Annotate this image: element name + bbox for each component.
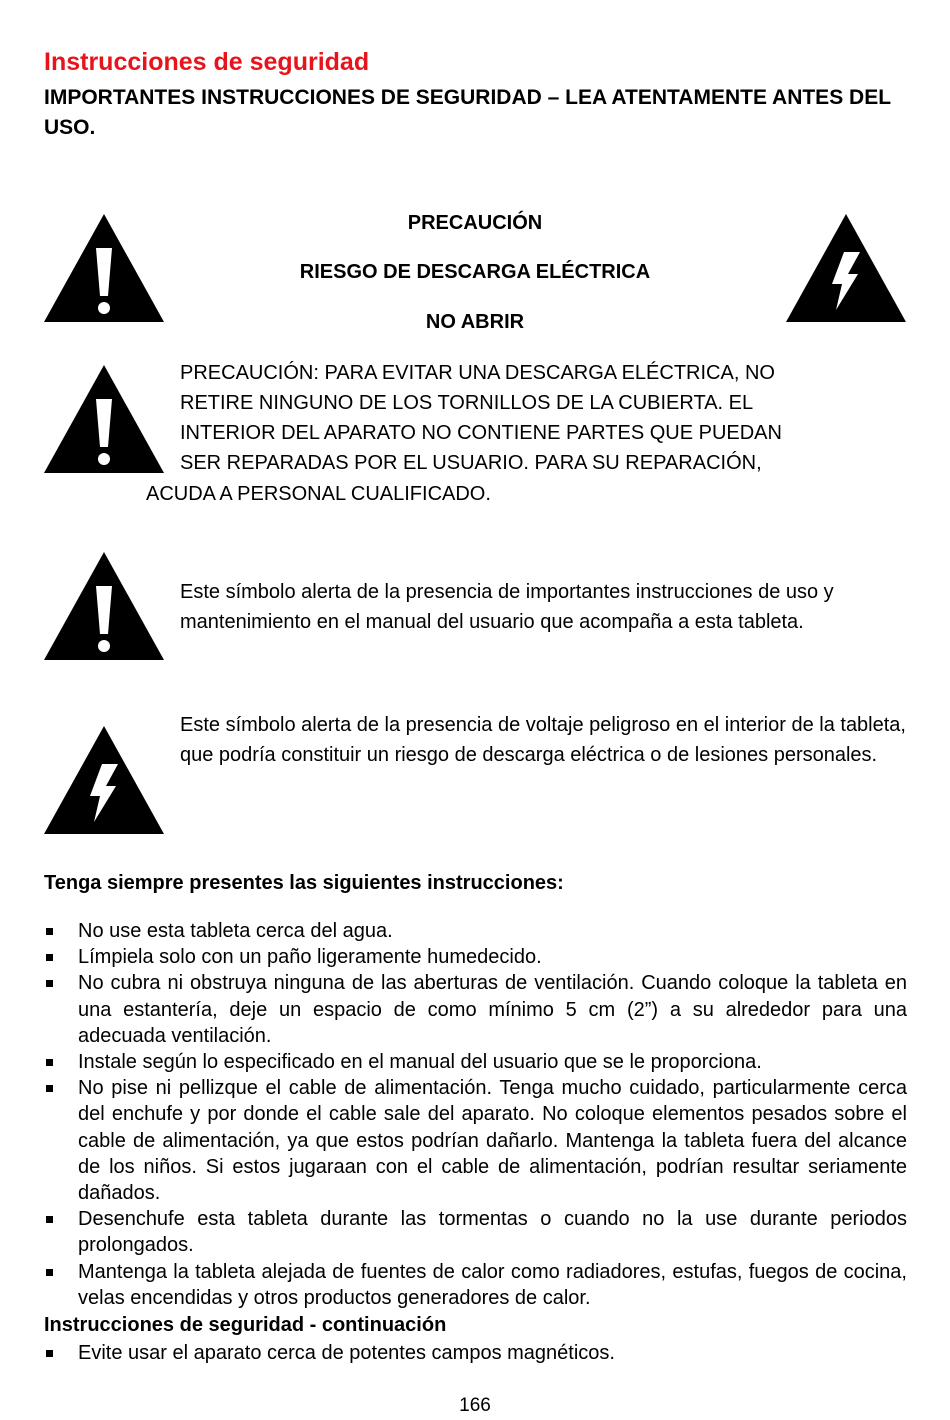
list-item: Desenchufe esta tableta durante las tormentas o cuando no la use durante periodos prolongados. [44, 1206, 907, 1258]
list-item: No cubra ni obstruya ninguna de las aberturas de ventilación. Cuando coloque la tableta en una estantería, deje un espacio de como mínimo 5 cm (2”) a su alrededor para una adecuada ventilación. [44, 970, 907, 1049]
list-item: No use esta tableta cerca del agua. [44, 918, 907, 944]
square-bullet-icon [46, 1085, 53, 1092]
do-not-open-heading: NO ABRIR [425, 311, 525, 333]
warning-line: RETIRE NINGUNO DE LOS TORNILLOS DE LA CUBIERTA. EL [180, 392, 754, 414]
square-bullet-icon [46, 954, 53, 961]
list-item: Mantenga la tableta alejada de fuentes de calor como radiadores, estufas, fuegos de cocina, velas encendidas y otros productos generadores de calor. [44, 1259, 907, 1311]
list-item: No pise ni pellizque el cable de alimentación. Tenga mucho cuidado, particularmente cerca del enchufe y por donde el cable sale del aparato. No coloque elementos pesados sobre el cable de alimentación, ya que estos podrían dañarlo. Mantenga la tableta fuera del alcance de los niños. Si estos jugaraan con el cable de alimentación, podrían resultar seriamente dañados. [44, 1075, 907, 1206]
caution-heading: PRECAUCIÓN [407, 212, 543, 234]
warning-line: ACUDA A PERSONAL CUALIFICADO. [146, 483, 491, 505]
continuation-list [44, 1340, 907, 1366]
lightning-triangle-icon [44, 726, 164, 834]
instructions-heading: Tenga siempre presentes las siguientes instrucciones: [44, 872, 564, 894]
square-bullet-icon [46, 928, 53, 935]
square-bullet-icon [46, 1350, 53, 1357]
exclamation-symbol-description: Este símbolo alerta de la presencia de importantes instrucciones de uso y mantenimiento en el manual del usuario que acompaña a esta tableta. [180, 581, 834, 633]
square-bullet-icon [46, 1269, 53, 1276]
warning-line: INTERIOR DEL APARATO NO CONTIENE PARTES QUE PUEDAN [180, 422, 782, 444]
shock-risk-heading: RIESGO DE DESCARGA ELÉCTRICA [299, 261, 651, 283]
square-bullet-icon [46, 1216, 53, 1223]
list-item: Instale según lo especificado en el manual del usuario que se le proporciona. [44, 1049, 907, 1075]
page-number: 166 [459, 1395, 491, 1416]
square-bullet-icon [46, 980, 53, 987]
page-subtitle: IMPORTANTES INSTRUCCIONES DE SEGURIDAD – LEA ATENTAMENTE ANTES DEL USO. [44, 86, 891, 139]
page-title: Instrucciones de seguridad [44, 48, 370, 76]
list-item: Límpiela solo con un paño ligeramente humedecido. [44, 944, 907, 970]
exclamation-triangle-icon [44, 365, 164, 473]
square-bullet-icon [46, 1059, 53, 1066]
instructions-list [44, 918, 907, 1311]
list-item: Evite usar el aparato cerca de potentes campos magnéticos. [44, 1340, 907, 1366]
continuation-heading: Instrucciones de seguridad - continuación [44, 1314, 447, 1336]
exclamation-triangle-icon [44, 552, 164, 660]
lightning-symbol-description: Este símbolo alerta de la presencia de voltaje peligroso en el interior de la tableta, que podría constituir un riesgo de descarga eléctrica o de lesiones personales. [180, 714, 906, 766]
warning-line: PRECAUCIÓN: PARA EVITAR UNA DESCARGA ELÉCTRICA, NO [180, 362, 775, 384]
warning-line: SER REPARADAS POR EL USUARIO. PARA SU REPARACIÓN, [180, 452, 762, 474]
